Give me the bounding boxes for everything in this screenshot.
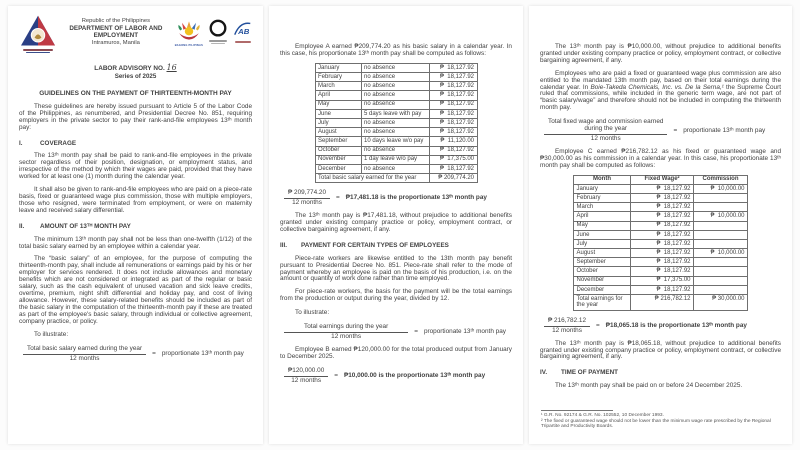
numerator-line-2: during the year: [584, 125, 628, 133]
month-cell: September: [574, 258, 631, 267]
amount-cell: ₱ 18,127.92: [429, 73, 477, 82]
bagong-pilipinas-caption: BAGONG PILIPINAS: [174, 43, 203, 47]
amount-cell: ₱ 17,375.00: [429, 155, 477, 164]
wage-cell: ₱ 18,127.92: [631, 239, 694, 248]
formula-result: ₱10,000.00 is the proportionate 13ᵗʰ month pay: [343, 371, 486, 379]
iso-caption-line: [211, 43, 225, 45]
equals-sign: =: [336, 194, 340, 202]
employee-b-computation: [284, 368, 512, 385]
illustrate-label: To illustrate:: [295, 309, 330, 317]
table-row: [315, 91, 477, 100]
illustrate-label: To illustrate:: [34, 331, 69, 339]
fraction: [284, 368, 328, 385]
table-row: [315, 118, 477, 127]
total-amount-cell: ₱ 209,774.20: [429, 174, 477, 183]
month-cell: March: [315, 82, 361, 91]
month-cell: May: [574, 221, 631, 230]
table-row: [315, 155, 477, 164]
total-commission-cell: ₱ 30,000.00: [694, 295, 748, 311]
note-cell: no absence: [361, 73, 429, 82]
month-cell: August: [574, 249, 631, 258]
commission-cell: ₱ 10,000.00: [694, 184, 748, 193]
advisory-number-line: [19, 65, 252, 73]
page-2: [269, 6, 523, 444]
month-cell: June: [574, 230, 631, 239]
section-payment-types-heading: [280, 243, 512, 250]
commission-header: Commission: [694, 175, 748, 184]
advisory-label: LABOR ADVISORY NO.: [94, 65, 165, 73]
formula-denominator: 12 months: [69, 355, 100, 363]
formula-result: proportionate 13ᵗʰ month pay: [683, 126, 766, 134]
employee-a-monthly-table: [315, 63, 478, 183]
case-citation: Boie-Takeda Chemicals, Inc. vs. De la Serna,¹: [590, 83, 724, 91]
fraction: [23, 346, 146, 363]
month-cell: October: [574, 267, 631, 276]
department-name: DEPARTMENT OF LABOR AND EMPLOYMENT: [69, 24, 163, 39]
month-cell: April: [574, 212, 631, 221]
amount-cell: ₱ 18,127.92: [429, 63, 477, 72]
note-cell: 10 days leave w/o pay: [361, 137, 429, 146]
wage-cell: ₱ 18,127.92: [631, 249, 694, 258]
month-cell: February: [574, 193, 631, 202]
amount-cell: ₱ 18,127.92: [429, 109, 477, 118]
equals-sign: =: [152, 350, 156, 358]
formula-numerator: Total earnings during the year: [284, 324, 408, 333]
note-cell: 5 days leave with pay: [361, 109, 429, 118]
formula-denominator: 12 months: [552, 326, 582, 334]
commission-cell: [694, 230, 748, 239]
commission-cell: [694, 239, 748, 248]
table-row: [315, 100, 477, 109]
table-row: [574, 221, 748, 230]
amount-cell: ₱ 18,127.92: [429, 128, 477, 137]
employee-c-monthly-table: [573, 175, 748, 311]
series-line: Series of 2025: [114, 73, 157, 81]
month-cell: February: [315, 73, 361, 82]
table-row: [315, 73, 477, 82]
numerator-line-1: Total fixed wage and commission earned: [548, 118, 664, 126]
formula-numerator: [544, 119, 667, 135]
commission-cell: [694, 193, 748, 202]
table-row: [315, 137, 477, 146]
letterhead-logos: [175, 14, 252, 49]
equals-sign: =: [334, 371, 338, 379]
commission-cell: [694, 267, 748, 276]
commission-text-rest: the Supreme Court ruled that commissions, while included in the generic term wage, are not part of “basic salary/wage” and therefore should not be included in computing the thirteenth month pay.: [540, 83, 781, 112]
commission-cell: ₱ 10,000.00: [694, 212, 748, 221]
amount-paragraph-1: The minimum 13ᵗʰ month pay shall not be less than one-twelfth (1/12) of the total basic salary earned by an employee within a calendar year.: [19, 235, 252, 250]
footnote-2: ² The fixed or guaranteed wage should not be lower than the minimum wage rate prescribed by the Regional Tripartite and Productivity Boards.: [541, 418, 771, 430]
amount-cell: ₱ 18,127.92: [429, 100, 477, 109]
wage-cell: ₱ 18,127.92: [631, 221, 694, 230]
wage-cell: ₱ 18,127.92: [631, 193, 694, 202]
table-row: [574, 285, 748, 294]
equals-sign: =: [673, 126, 678, 134]
amount-cell: ₱ 18,127.92: [429, 118, 477, 127]
formula-denominator: 12 months: [292, 199, 322, 207]
employee-c-note-paragraph: The 13ᵗʰ month pay is ₱18,065.18, without prejudice to additional benefits granted under existing company practice or policy, employment contract, or collective bargaining agreement, if any.: [540, 339, 781, 361]
month-cell: July: [574, 239, 631, 248]
month-cell: November: [315, 155, 361, 164]
table-row: [315, 63, 477, 72]
month-cell: January: [315, 63, 361, 72]
dole-caption-line: [23, 49, 53, 51]
coverage-paragraph-2: It shall also be given to rank-and-file employees who are paid on a piece-rate basis, fixed or guaranteed wage plus commission, those with multiple employers, those who resigned, were terminated from employment, or were on maternity leave and received salary differential.: [19, 186, 252, 214]
employee-a-paragraph: Employee A earned ₱209,774.20 as his basic salary in a calendar year. In this case, his proportionate 13ᵗʰ month pay shall be computed as follows:: [280, 43, 512, 57]
month-cell: May: [315, 100, 361, 109]
table-row: [574, 276, 748, 285]
equals-sign: =: [414, 327, 418, 335]
total-label-cell: Total earnings for the year: [574, 295, 631, 311]
month-cell: November: [574, 276, 631, 285]
month-cell: October: [315, 146, 361, 155]
formula-numerator: Total basic salary earned during the year: [23, 346, 146, 355]
ab-accreditation-icon: [233, 19, 252, 43]
wage-cell: ₱ 18,127.92: [631, 258, 694, 267]
table-total-row: [574, 295, 748, 311]
wage-cell: ₱ 18,127.92: [631, 212, 694, 221]
wage-cell: ₱ 18,127.92: [631, 285, 694, 294]
formula-result: proportionate 13ᵗʰ month pay: [161, 350, 244, 358]
note-cell: no absence: [361, 128, 429, 137]
ab-mark-text: AB: [238, 26, 250, 36]
note-cell: no absence: [361, 146, 429, 155]
commission-text-lead: Employees who are paid a fixed or guaranteed wage plus commission are also entitled to the mandated 13th month pay, based on their total earnings during the calendar year. In: [540, 69, 781, 91]
wage-cell: ₱ 17,375.00: [631, 276, 694, 285]
commission-cell: [694, 221, 748, 230]
table-row: [574, 249, 748, 258]
section-number: IV.: [540, 369, 548, 377]
table-row: [574, 193, 748, 202]
month-cell: March: [574, 203, 631, 212]
amount-paragraph-2: The “basic salary” of an employee, for the purpose of computing the thirteenth-month pay, shall include all remunerations or earnings paid by his or her employer for services rendered. It does not include allowances and monetary benefits which are not considered or integrated as part of the regular or basic salary, such as the cash equivalent of unused vacation and sick leave credits, overtime, premium, night shift differential and holiday pay, and cost of living allowance. However, these salary-related benefits should be included as part of the basic salary in the computation of the thirteenth-month pay if these are treated as part of the employee's basic salary, through individual or collective agreement, company practice, or policy.: [19, 255, 252, 325]
table-row: [315, 146, 477, 155]
equals-sign: =: [596, 321, 600, 329]
month-cell: June: [315, 109, 361, 118]
intro-paragraph: These guidelines are hereby issued pursuant to Article 5 of the Labor Code of the Philippines, as renumbered, and Presidential Decree No. 851, requiring employers in the private sector to pay their rank-and-file employees 13ᵗʰ month pay:: [19, 102, 252, 131]
amount-cell: ₱ 18,127.92: [429, 82, 477, 91]
table-row: [574, 239, 748, 248]
formula-result: proportionate 13ᵗʰ month pay: [423, 327, 506, 335]
footnotes: [541, 410, 778, 430]
employee-a-computation: [284, 190, 512, 207]
section-coverage-heading: [19, 141, 252, 148]
employee-b-paragraph: Employee B earned ₱120,000.00 for the total produced output from January to December 2025.: [280, 345, 512, 360]
formula-denominator: 12 months: [291, 376, 322, 384]
fraction: [284, 190, 330, 207]
table-row: [574, 267, 748, 276]
table-total-row: [315, 174, 477, 183]
section-amount-heading: [19, 224, 252, 231]
commission-cell: [694, 203, 748, 212]
page-3: [529, 6, 792, 444]
table-row: [574, 212, 748, 221]
page-1: [8, 6, 263, 444]
commission-cell: [694, 258, 748, 267]
basic-salary-formula: [23, 346, 252, 363]
department-address: Intramuros, Manila: [91, 39, 140, 46]
month-header: Month: [574, 175, 631, 184]
formula-numerator: ₱ 216,782.12: [544, 318, 590, 327]
section-time-of-payment-heading: [540, 370, 781, 377]
amount-cell: ₱ 18,127.92: [429, 91, 477, 100]
fraction: [544, 318, 590, 335]
formula-result: ₱17,481.18 is the proportionate 13ᵗʰ month pay: [345, 194, 487, 202]
commission-cell: ₱ 10,000.00: [694, 249, 748, 258]
document-title: GUIDELINES ON THE PAYMENT OF THIRTEENTH-MONTH PAY: [39, 90, 232, 97]
note-cell: no absence: [361, 91, 429, 100]
note-cell: no absence: [361, 63, 429, 72]
section-title: TIME OF PAYMENT: [561, 369, 619, 377]
republic-line: Republic of the Philippines: [81, 18, 151, 24]
table-row: [315, 82, 477, 91]
commission-cell: [694, 285, 748, 294]
total-wage-cell: ₱ 216,782.12: [631, 295, 694, 311]
dole-caption-line: [26, 52, 50, 54]
wage-cell: ₱ 18,127.92: [631, 267, 694, 276]
letterhead-text: [57, 14, 175, 47]
fixed-wage-header: Fixed Wage²: [631, 175, 694, 184]
note-cell: no absence: [361, 100, 429, 109]
note-cell: 1 day leave w/o pay: [361, 155, 429, 164]
piece-rate-paragraph-1: Piece-rate workers are likewise entitled to the 13th month pay benefit pursuant to Presidential Decree No. 851. Piece-rate shall refer to the mode of payment whereby an employee is paid on the basis of his production, i.e. on the amount or quantity of work done rather than time employed.: [280, 254, 512, 283]
footnote-separator: [541, 410, 613, 411]
wage-cell: ₱ 18,127.92: [631, 203, 694, 212]
iso-certification-icon: [207, 19, 229, 44]
amount-cell: ₱ 18,127.92: [429, 164, 477, 173]
wage-cell: ₱ 18,127.92: [631, 230, 694, 239]
ab-caption-line: [235, 41, 251, 43]
formula-result: ₱18,065.18 is the proportionate 13ᵗʰ month pay: [605, 321, 747, 329]
table-row: [315, 164, 477, 173]
fraction: [544, 119, 667, 143]
amount-cell: ₱ 18,127.92: [429, 146, 477, 155]
month-cell: April: [315, 91, 361, 100]
note-cell: no absence: [361, 82, 429, 91]
month-cell: September: [315, 137, 361, 146]
wage-cell: ₱ 18,127.92: [631, 184, 694, 193]
table-row: [574, 258, 748, 267]
table-row: [574, 184, 748, 193]
commission-paragraph: [540, 71, 781, 112]
table-row: [574, 203, 748, 212]
commission-cell: [694, 276, 748, 285]
month-cell: December: [315, 164, 361, 173]
formula-denominator: 12 months: [331, 332, 362, 340]
formula-numerator: ₱ 209,774.20: [284, 190, 330, 199]
table-row: [315, 109, 477, 118]
employee-b-note-paragraph: The 13ᵗʰ month pay is ₱10,000.00, without prejudice to additional benefits granted under existing company practice or policy, employment contract, or collective bargaining agreement, if any.: [540, 43, 781, 64]
month-cell: January: [574, 184, 631, 193]
coverage-paragraph-1: The 13ᵗʰ month pay shall be paid to rank-and-file employees in the private sector regardless of their position, designation, or employment status, and irrespective of the method by which their wages are paid, provided that they have worked for at least one (1) month during the calendar year.: [19, 152, 252, 181]
table-row: [574, 230, 748, 239]
formula-numerator: ₱120,000.00: [284, 368, 328, 377]
employee-c-computation: [544, 318, 781, 335]
section-number: III.: [280, 241, 287, 249]
letterhead: [19, 14, 252, 53]
table-header-row: [574, 175, 748, 184]
month-cell: July: [315, 118, 361, 127]
employee-a-note-paragraph: The 13ᵗʰ month pay is ₱17,481.18, without prejudice to additional benefits granted under existing company practice or policy, employment contract, or collective bargaining agreement, if any.: [280, 212, 512, 233]
piece-rate-formula: [284, 324, 512, 341]
employee-c-paragraph: Employee C earned ₱216,782.12 as his fixed or guaranteed wage and ₱30,000.00 as his commission in a calendar year. In this case, his proportionate 13ᵗʰ month pay shall be computed as follows:: [540, 147, 781, 169]
note-cell: no absence: [361, 164, 429, 173]
section-number: I.: [19, 139, 23, 147]
section-title: PAYMENT FOR CERTAIN TYPES OF EMPLOYEES: [301, 241, 449, 249]
advisory-number-handwritten: 16: [166, 63, 177, 73]
fixed-wage-commission-formula: [544, 119, 781, 143]
fraction: [284, 324, 408, 341]
amount-cell: ₱ 11,120.00: [429, 137, 477, 146]
month-cell: August: [315, 128, 361, 137]
table-row: [315, 128, 477, 137]
piece-rate-paragraph-2: For piece-rate workers, the basis for the payment will be the total earnings from the production or output during the year, divided by 12.: [280, 288, 512, 303]
iso-caption-line: [209, 40, 227, 42]
formula-denominator: 12 months: [590, 134, 621, 142]
time-of-payment-paragraph: The 13ᵗʰ month pay shall be paid on or before 24 December 2025.: [555, 382, 743, 390]
footnote-1: ¹ G.R. No. 92174 & G.R. No. 102552, 10 December 1993.: [541, 413, 664, 419]
section-title: COVERAGE: [40, 139, 77, 147]
section-number: II.: [19, 222, 25, 230]
dole-seal-icon: [19, 14, 57, 53]
month-cell: December: [574, 285, 631, 294]
section-title: AMOUNT OF 13ᵀᴴ MONTH PAY: [40, 222, 131, 230]
total-label-cell: Total basic salary earned for the year: [315, 174, 429, 183]
note-cell: no absence: [361, 118, 429, 127]
bagong-pilipinas-icon: [175, 19, 203, 49]
